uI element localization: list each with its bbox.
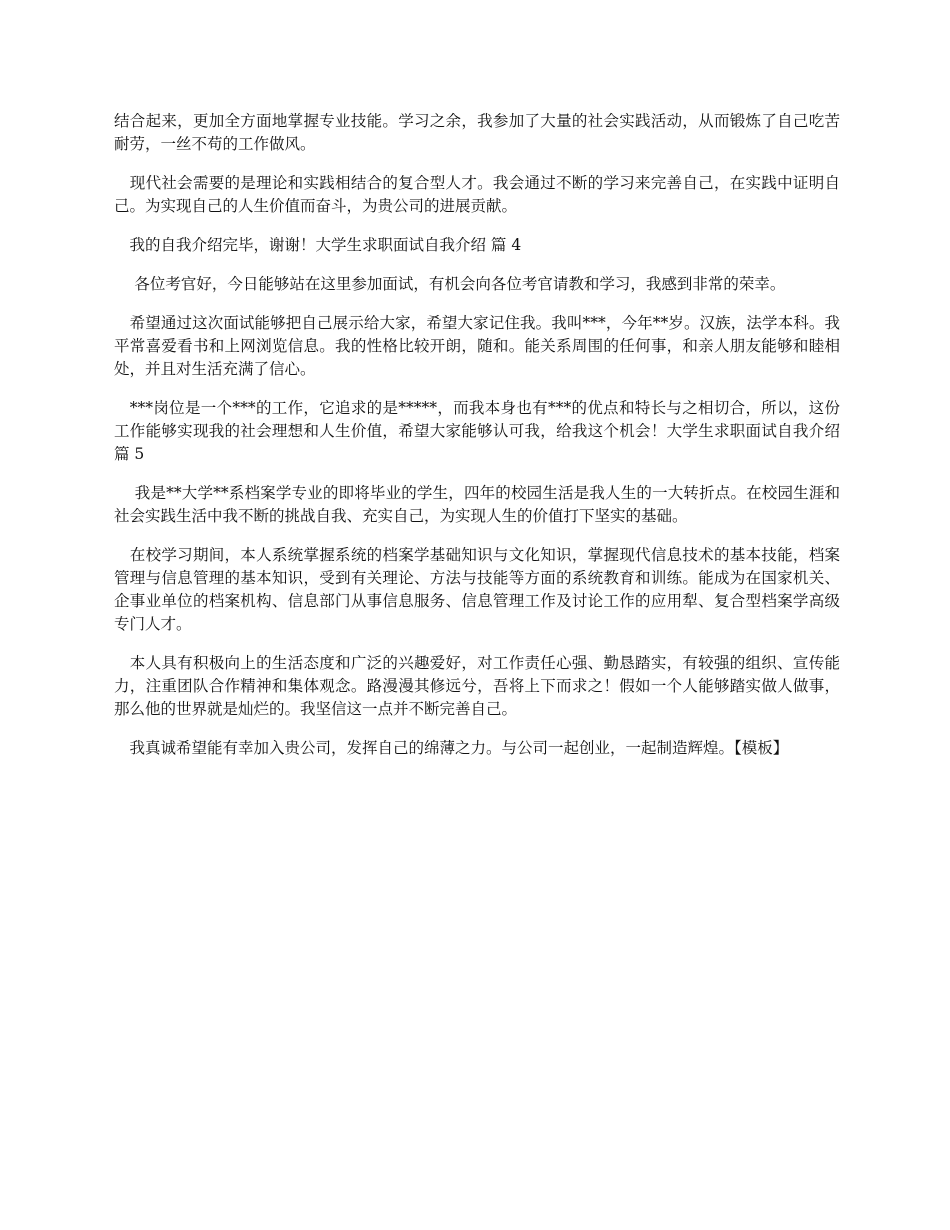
paragraph: 在校学习期间，本人系统掌握系统的档案学基础知识与文化知识，掌握现代信息技术的基本技能，档案管理与信息管理的基本知识，受到有关理论、方法与技能等方面的系统教育和训练。能成为在国家机关、企事业单位的档案机构、信息部门从事信息服务、信息管理工作及讨论工作的应用犁、复合型档案学高级专门人才。 xyxy=(114,546,840,633)
paragraph: 我真诚希望能有幸加入贵公司，发挥自己的绵薄之力。与公司一起创业，一起制造辉煌。【模板】 xyxy=(114,739,789,757)
paragraph: 希望通过这次面试能够把自己展示给大家，希望大家记住我。我叫***，今年**岁。汉族，法学本科。我平常喜爱看书和上网浏览信息。我的性格比较开朗，随和。能关系周围的任何事，和亲人朋友能够和睦相处，并且对生活充满了信心。 xyxy=(114,314,840,378)
paragraph: 结合起来，更加全方面地掌握专业技能。学习之余，我参加了大量的社会实践活动，从而锻炼了自己吃苦耐劳，一丝不苟的工作做风。 xyxy=(114,112,840,153)
paragraph: 现代社会需要的是理论和实践相结合的复合型人才。我会通过不断的学习来完善自己，在实践中证明自己。为实现自己的人生价值而奋斗，为贵公司的进展贡献。 xyxy=(114,174,840,215)
document-body xyxy=(114,110,840,760)
paragraph: 各位考官好，今日能够站在这里参加面试，有机会向各位考官请教和学习，我感到非常的荣幸。 xyxy=(114,275,786,293)
paragraph: 本人具有积极向上的生活态度和广泛的兴趣爱好，对工作责任心强、勤恳踏实，有较强的组织、宣传能力，注重团队合作精神和集体观念。路漫漫其修远兮，吾将上下而求之！假如一个人能够踏实做人做事，那么他的世界就是灿烂的。我坚信这一点并不断完善自己。 xyxy=(114,654,840,718)
paragraph: 我是**大学**系档案学专业的即将毕业的学生，四年的校园生活是我人生的一大转折点。在校园生涯和社会实践生活中我不断的挑战自我、充实自己，为实现人生的价值打下坚实的基础。 xyxy=(114,484,840,525)
paragraph: ***岗位是一个***的工作，它追求的是*****，而我本身也有***的优点和特长与之相切合，所以，这份工作能够实现我的社会理想和人生价值，希望大家能够认可我，给我这个机会！大学生求职面试自我介绍 篇 5 xyxy=(114,399,840,463)
section-heading-paragraph: 我的自我介绍完毕，谢谢！大学生求职面试自我介绍 篇 4 xyxy=(114,236,522,254)
